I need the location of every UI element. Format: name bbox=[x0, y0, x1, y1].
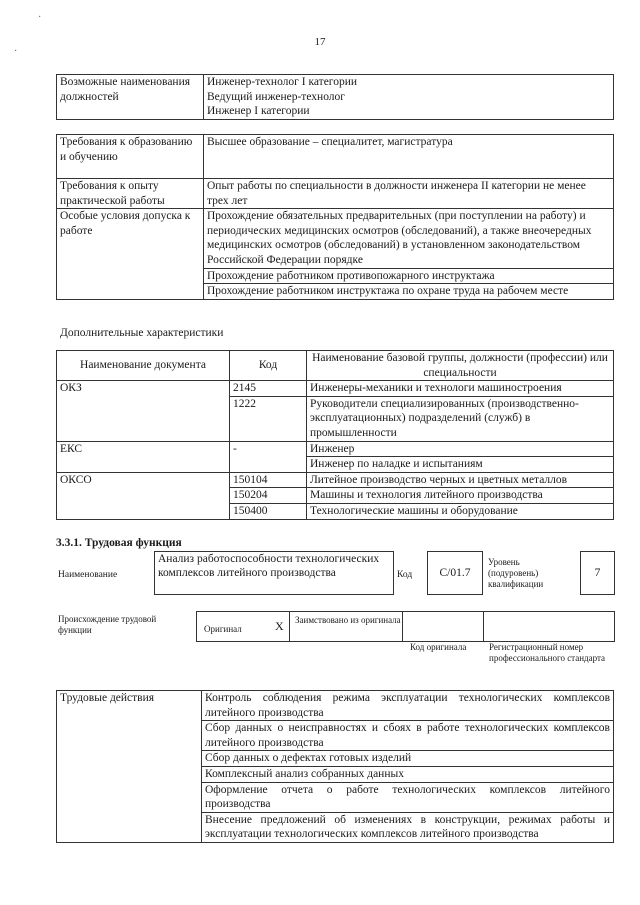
okz-doc: ОКЗ bbox=[57, 381, 230, 441]
special-condition-2: Прохождение работником противопожарного инструктажа bbox=[204, 268, 614, 284]
labor-action-6: Внесение предложений об изменениях в конструкции, режимах работы и эксплуатации технологических комплексов литейного производства bbox=[202, 812, 614, 842]
scan-dot: · bbox=[38, 12, 42, 23]
page-number: 17 bbox=[314, 36, 326, 48]
origin-label: Происхождение трудовой функции bbox=[58, 614, 157, 635]
function-code-value: C/01.7 bbox=[427, 551, 483, 595]
okso-doc: ОКСО bbox=[57, 472, 230, 519]
header-name: Наименование базовой группы, должности (профессии) или специальности bbox=[307, 351, 614, 381]
additional-table bbox=[56, 350, 614, 520]
function-code-label: Код bbox=[397, 570, 413, 580]
possible-names-values bbox=[204, 75, 614, 120]
function-level-label: Уровень (подуровень) квалификации bbox=[488, 557, 544, 589]
origin-original-mark: X bbox=[275, 619, 284, 633]
eks-doc: ЕКС bbox=[57, 441, 230, 472]
origin-borrowed-label: Заимствовано из оригинала bbox=[295, 615, 401, 625]
origin-reg-cell bbox=[483, 611, 615, 642]
possible-names-table bbox=[56, 74, 614, 120]
okso-name-1: Литейное производство черных и цветных металлов bbox=[307, 472, 614, 488]
header-doc: Наименование документа bbox=[57, 351, 230, 381]
special-condition-1: Прохождение обязательных предварительных (при поступлении на работу) и периодических медицинских осмотров (обследований), а также внеочередных медицинских осмотров (обследований) в установленном законодательством Российской Федерации порядке bbox=[204, 209, 614, 268]
labor-action-4: Комплексный анализ собранных данных bbox=[202, 766, 614, 782]
okso-name-3: Технологические машины и оборудование bbox=[307, 503, 614, 519]
okz-code-1: 2145 bbox=[230, 381, 307, 397]
okz-name-1: Инженеры-механики и технологи машиностроения bbox=[307, 381, 614, 397]
origin-original-label: Оригинал bbox=[204, 624, 242, 634]
labor-actions-label: Трудовые действия bbox=[57, 691, 202, 843]
function-title: 3.3.1. Трудовая функция bbox=[56, 537, 182, 549]
okso-code-2: 150204 bbox=[230, 488, 307, 504]
possible-names-label: Возможные наименования должностей bbox=[57, 75, 204, 120]
function-level-value: 7 bbox=[580, 551, 615, 595]
origin-code-cell bbox=[402, 611, 484, 642]
origin-original-cell bbox=[196, 611, 290, 642]
function-name-label: Наименование bbox=[58, 570, 118, 580]
okz-code-2: 1222 bbox=[230, 396, 307, 441]
possible-name-3: Инженер I категории bbox=[207, 105, 310, 118]
additional-title: Дополнительные характеристики bbox=[60, 327, 224, 339]
okz-name-2: Руководители специализированных (производственно-эксплуатационных) подразделений (служб) в промышленности bbox=[307, 396, 614, 441]
experience-label: Требования к опыту практической работы bbox=[57, 179, 204, 209]
okso-name-2: Машины и технология литейного производства bbox=[307, 488, 614, 504]
origin-borrowed-cell bbox=[289, 611, 403, 642]
scan-dot: · bbox=[14, 46, 18, 57]
special-condition-3: Прохождение работником инструктажа по охране труда на рабочем месте bbox=[204, 284, 614, 300]
labor-actions-table bbox=[56, 690, 614, 843]
labor-action-1: Контроль соблюдения режима эксплуатации технологических комплексов литейного производства bbox=[202, 691, 614, 721]
labor-action-3: Сбор данных о дефектах готовых изделий bbox=[202, 751, 614, 767]
okso-code-1: 150104 bbox=[230, 472, 307, 488]
eks-code: - bbox=[230, 441, 307, 472]
experience-value: Опыт работы по специальности в должности инженера II категории не менее трех лет bbox=[204, 179, 614, 209]
code-original-caption: Код оригинала bbox=[410, 642, 467, 652]
reg-number-caption: Регистрационный номер профессионального стандарта bbox=[489, 642, 606, 663]
possible-name-1: Инженер-технолог I категории bbox=[207, 76, 358, 88]
function-name-value: Анализ работоспособности технологических комплексов литейного производства bbox=[154, 551, 394, 595]
possible-name-2: Ведущий инженер-технолог bbox=[207, 90, 345, 103]
education-label: Требования к образованию и обучению bbox=[57, 135, 204, 179]
labor-action-2: Сбор данных о неисправностях и сбоях в работе технологических комплексов литейного производства bbox=[202, 721, 614, 751]
education-value: Высшее образование – специалитет, магистратура bbox=[204, 135, 614, 179]
okso-code-3: 150400 bbox=[230, 503, 307, 519]
labor-action-5: Оформление отчета о работе технологических комплексов литейного производства bbox=[202, 782, 614, 812]
special-conditions-label: Особые условия допуска к работе bbox=[57, 209, 204, 300]
requirements-table bbox=[56, 134, 614, 300]
eks-name-2: Инженер по наладке и испытаниям bbox=[307, 457, 614, 473]
header-code: Код bbox=[230, 351, 307, 381]
eks-name-1: Инженер bbox=[307, 441, 614, 457]
